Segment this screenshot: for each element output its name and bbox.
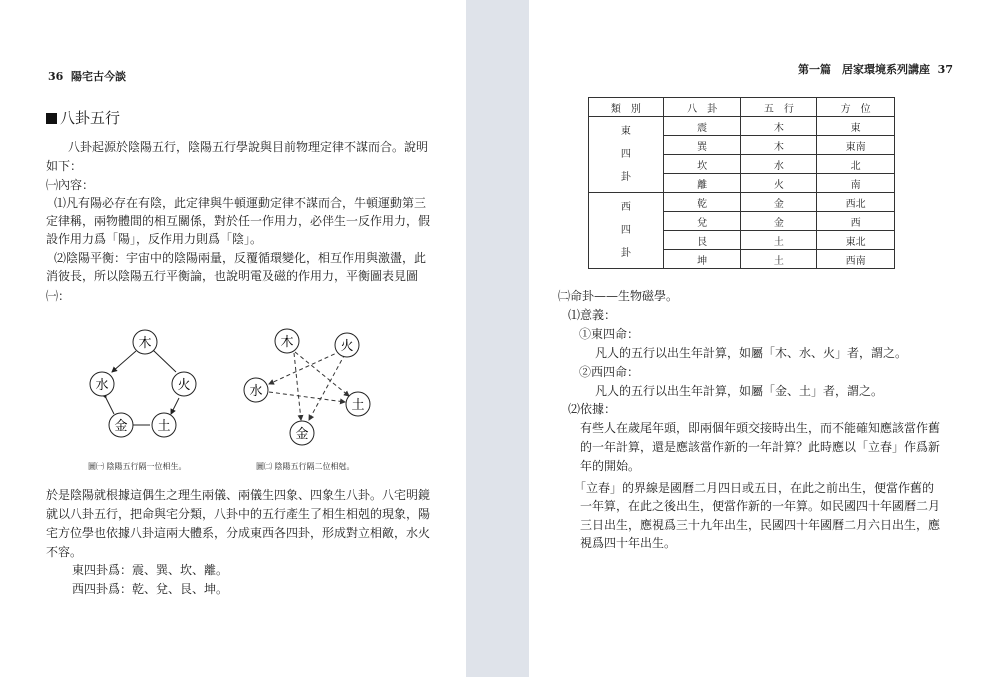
paragraph-line: 有些人在歲尾年頭，即兩個年頭交接時出生，而不能確知應該當作舊 bbox=[580, 421, 941, 435]
table-cell: 坎 bbox=[663, 155, 741, 174]
table-cell: 西 bbox=[817, 212, 895, 231]
west-four-list: 西四卦爲：乾、兌、艮、坤。 bbox=[72, 582, 229, 596]
node-metal bbox=[290, 421, 314, 445]
page-number: 37 bbox=[937, 63, 953, 76]
svg-text:水: 水 bbox=[249, 384, 263, 399]
group-label-west: 西 四 卦 bbox=[589, 193, 664, 269]
paragraph-line: 視爲四十年出生。 bbox=[580, 536, 677, 550]
item-heading: ㈠內容： bbox=[46, 178, 95, 192]
table-cell: 木 bbox=[741, 136, 817, 155]
svg-text:金: 金 bbox=[295, 427, 309, 442]
right-page bbox=[529, 0, 991, 677]
paragraph-line: 消彼長，所以陰陽五行平衡論，也說明電及磁的作用力，平衡圖表見圖 bbox=[46, 269, 419, 283]
arrow-wood-metal bbox=[294, 353, 301, 420]
svg-text:金: 金 bbox=[114, 419, 128, 434]
paragraph-line: ⑴凡有陽必存在有陰，此定律與牛頓運動定律不謀而合，牛頓運動第三 bbox=[54, 196, 427, 210]
arrow-fire-water bbox=[269, 351, 341, 384]
table-cell: 木 bbox=[741, 117, 817, 136]
table-cell: 南 bbox=[817, 174, 895, 193]
node-earth bbox=[346, 392, 370, 416]
table-cell: 西南 bbox=[817, 250, 895, 269]
table-row bbox=[589, 117, 895, 136]
page-header-right bbox=[798, 61, 953, 77]
svg-text:土: 土 bbox=[157, 419, 171, 434]
table-row bbox=[589, 193, 895, 212]
table-cell: 兌 bbox=[663, 212, 741, 231]
paragraph-line: 就以八卦五行，把命與宅分類，八卦中的五行產生了相生相剋的現象，陽 bbox=[46, 507, 431, 521]
table-header-cell: 方 位 bbox=[817, 98, 895, 117]
table-cell: 土 bbox=[741, 231, 817, 250]
figure-generating-cycle bbox=[85, 322, 211, 444]
square-bullet-icon bbox=[46, 113, 57, 124]
table-header-cell: 類 別 bbox=[589, 98, 664, 117]
page-number: 36 bbox=[48, 70, 64, 83]
svg-text:水: 水 bbox=[95, 378, 109, 393]
table-cell: 金 bbox=[741, 193, 817, 212]
table-cell: 東南 bbox=[817, 136, 895, 155]
arrow-metal-water bbox=[154, 351, 176, 372]
table-cell: 巽 bbox=[663, 136, 741, 155]
svg-text:火: 火 bbox=[340, 339, 354, 354]
left-page bbox=[0, 0, 466, 677]
sub-heading: ⑵依據： bbox=[568, 402, 617, 416]
table-cell: 水 bbox=[741, 155, 817, 174]
paragraph-line: 宅方位學也依據八卦這兩大體系，分成東西各四卦，形成對立相敵，水火 bbox=[46, 526, 431, 540]
group-label-east: 東 四 卦 bbox=[589, 117, 664, 193]
svg-text:木: 木 bbox=[280, 335, 294, 350]
paragraph-line: 一年算，在此之後出生，便當作新的一年算。如民國四十年國曆二月 bbox=[580, 499, 941, 513]
table-cell: 土 bbox=[741, 250, 817, 269]
paragraph-line: 定律稱，兩物體間的相互關係，對於任一作用力，必伴生一反作用力，假 bbox=[46, 214, 431, 228]
table-cell: 金 bbox=[741, 212, 817, 231]
table-cell: 東北 bbox=[817, 231, 895, 250]
paragraph-line: 的一年計算，還是應該當作新的一年計算？此時應以「立春」作爲新 bbox=[580, 440, 941, 454]
svg-text:土: 土 bbox=[351, 398, 365, 413]
paragraph-line: 年的開始。 bbox=[580, 459, 641, 473]
table-cell: 北 bbox=[817, 155, 895, 174]
node-wood bbox=[133, 330, 157, 354]
paragraph-line: 於是陰陽就根據這偶生之理生兩儀、兩儀生四象、四象生八卦。八宅明鏡 bbox=[46, 488, 431, 502]
table-header-cell: 八 卦 bbox=[663, 98, 741, 117]
item-heading: ㈡命卦——生物磁學。 bbox=[558, 289, 679, 303]
sub-heading: ①東四命： bbox=[579, 327, 640, 341]
table-cell: 西北 bbox=[817, 193, 895, 212]
node-metal bbox=[109, 413, 133, 437]
east-four-list: 東四卦爲：震、巽、坎、離。 bbox=[72, 563, 229, 577]
paragraph-line: 凡人的五行以出生年計算，如屬「金、土」者，謂之。 bbox=[595, 384, 884, 398]
table-cell: 震 bbox=[663, 117, 741, 136]
figure1-caption: 圖㈠ 陰陽五行隔一位相生。 bbox=[88, 462, 187, 471]
paragraph-line: 「立春」的界線是國曆二月四日或五日，在此之前出生，便當作舊的 bbox=[574, 481, 935, 495]
figure2-caption: 圖㈡ 陰陽五行隔二位相尅。 bbox=[256, 462, 355, 471]
paragraph-line: 八卦起源於陰陽五行，陰陽五行學說與目前物理定律不謀而合。說明 bbox=[68, 140, 429, 154]
svg-text:木: 木 bbox=[138, 336, 152, 351]
table-header-row bbox=[589, 98, 895, 117]
trigram-table bbox=[588, 97, 895, 269]
table-cell: 東 bbox=[817, 117, 895, 136]
arrow-water-wood bbox=[106, 398, 114, 414]
paragraph-line: 凡人的五行以出生年計算，如屬「木、水、火」者，謂之。 bbox=[595, 346, 908, 360]
arrow-fire-earth bbox=[171, 398, 179, 414]
paragraph-line: 如下： bbox=[46, 159, 83, 173]
paragraph-line: 三日出生，應視爲三十九年出生，民國四十年國曆二月六日出生，應 bbox=[580, 518, 941, 532]
table-cell: 乾 bbox=[663, 193, 741, 212]
node-water bbox=[90, 372, 114, 396]
paragraph-line: 不容。 bbox=[46, 545, 83, 559]
running-title: 第一篇 居家環境系列講座 bbox=[798, 63, 930, 76]
arrow-wood-earth bbox=[295, 352, 349, 396]
node-wood bbox=[275, 329, 299, 353]
arrow-wood-fire bbox=[112, 351, 136, 372]
node-fire bbox=[172, 372, 196, 396]
sub-heading: ⑴意義： bbox=[568, 308, 617, 322]
page-header-left bbox=[48, 68, 126, 84]
paragraph-line: ㈠： bbox=[46, 289, 71, 303]
paragraph-line: 設作用力爲「陽」，反作用力則爲「陰」。 bbox=[46, 232, 263, 246]
table-header-cell: 五 行 bbox=[741, 98, 817, 117]
node-fire bbox=[335, 333, 359, 357]
section-title: 八卦五行 bbox=[46, 107, 120, 128]
figure-controlling-cycle bbox=[237, 326, 377, 450]
arrow-fire-metal bbox=[309, 354, 345, 420]
sub-heading: ②西四命： bbox=[579, 365, 640, 379]
arrow-water-earth bbox=[269, 392, 345, 402]
node-earth bbox=[152, 413, 176, 437]
book-title: 陽宅古今談 bbox=[70, 70, 126, 83]
table-cell: 坤 bbox=[663, 250, 741, 269]
node-water bbox=[244, 378, 268, 402]
table-cell: 離 bbox=[663, 174, 741, 193]
svg-text:火: 火 bbox=[177, 378, 191, 393]
paragraph-line: ⑵陰陽平衡：宇宙中的陰陽兩量，反覆循環變化，相互作用與激盪，此 bbox=[54, 251, 427, 265]
table-cell: 火 bbox=[741, 174, 817, 193]
table-cell: 艮 bbox=[663, 231, 741, 250]
